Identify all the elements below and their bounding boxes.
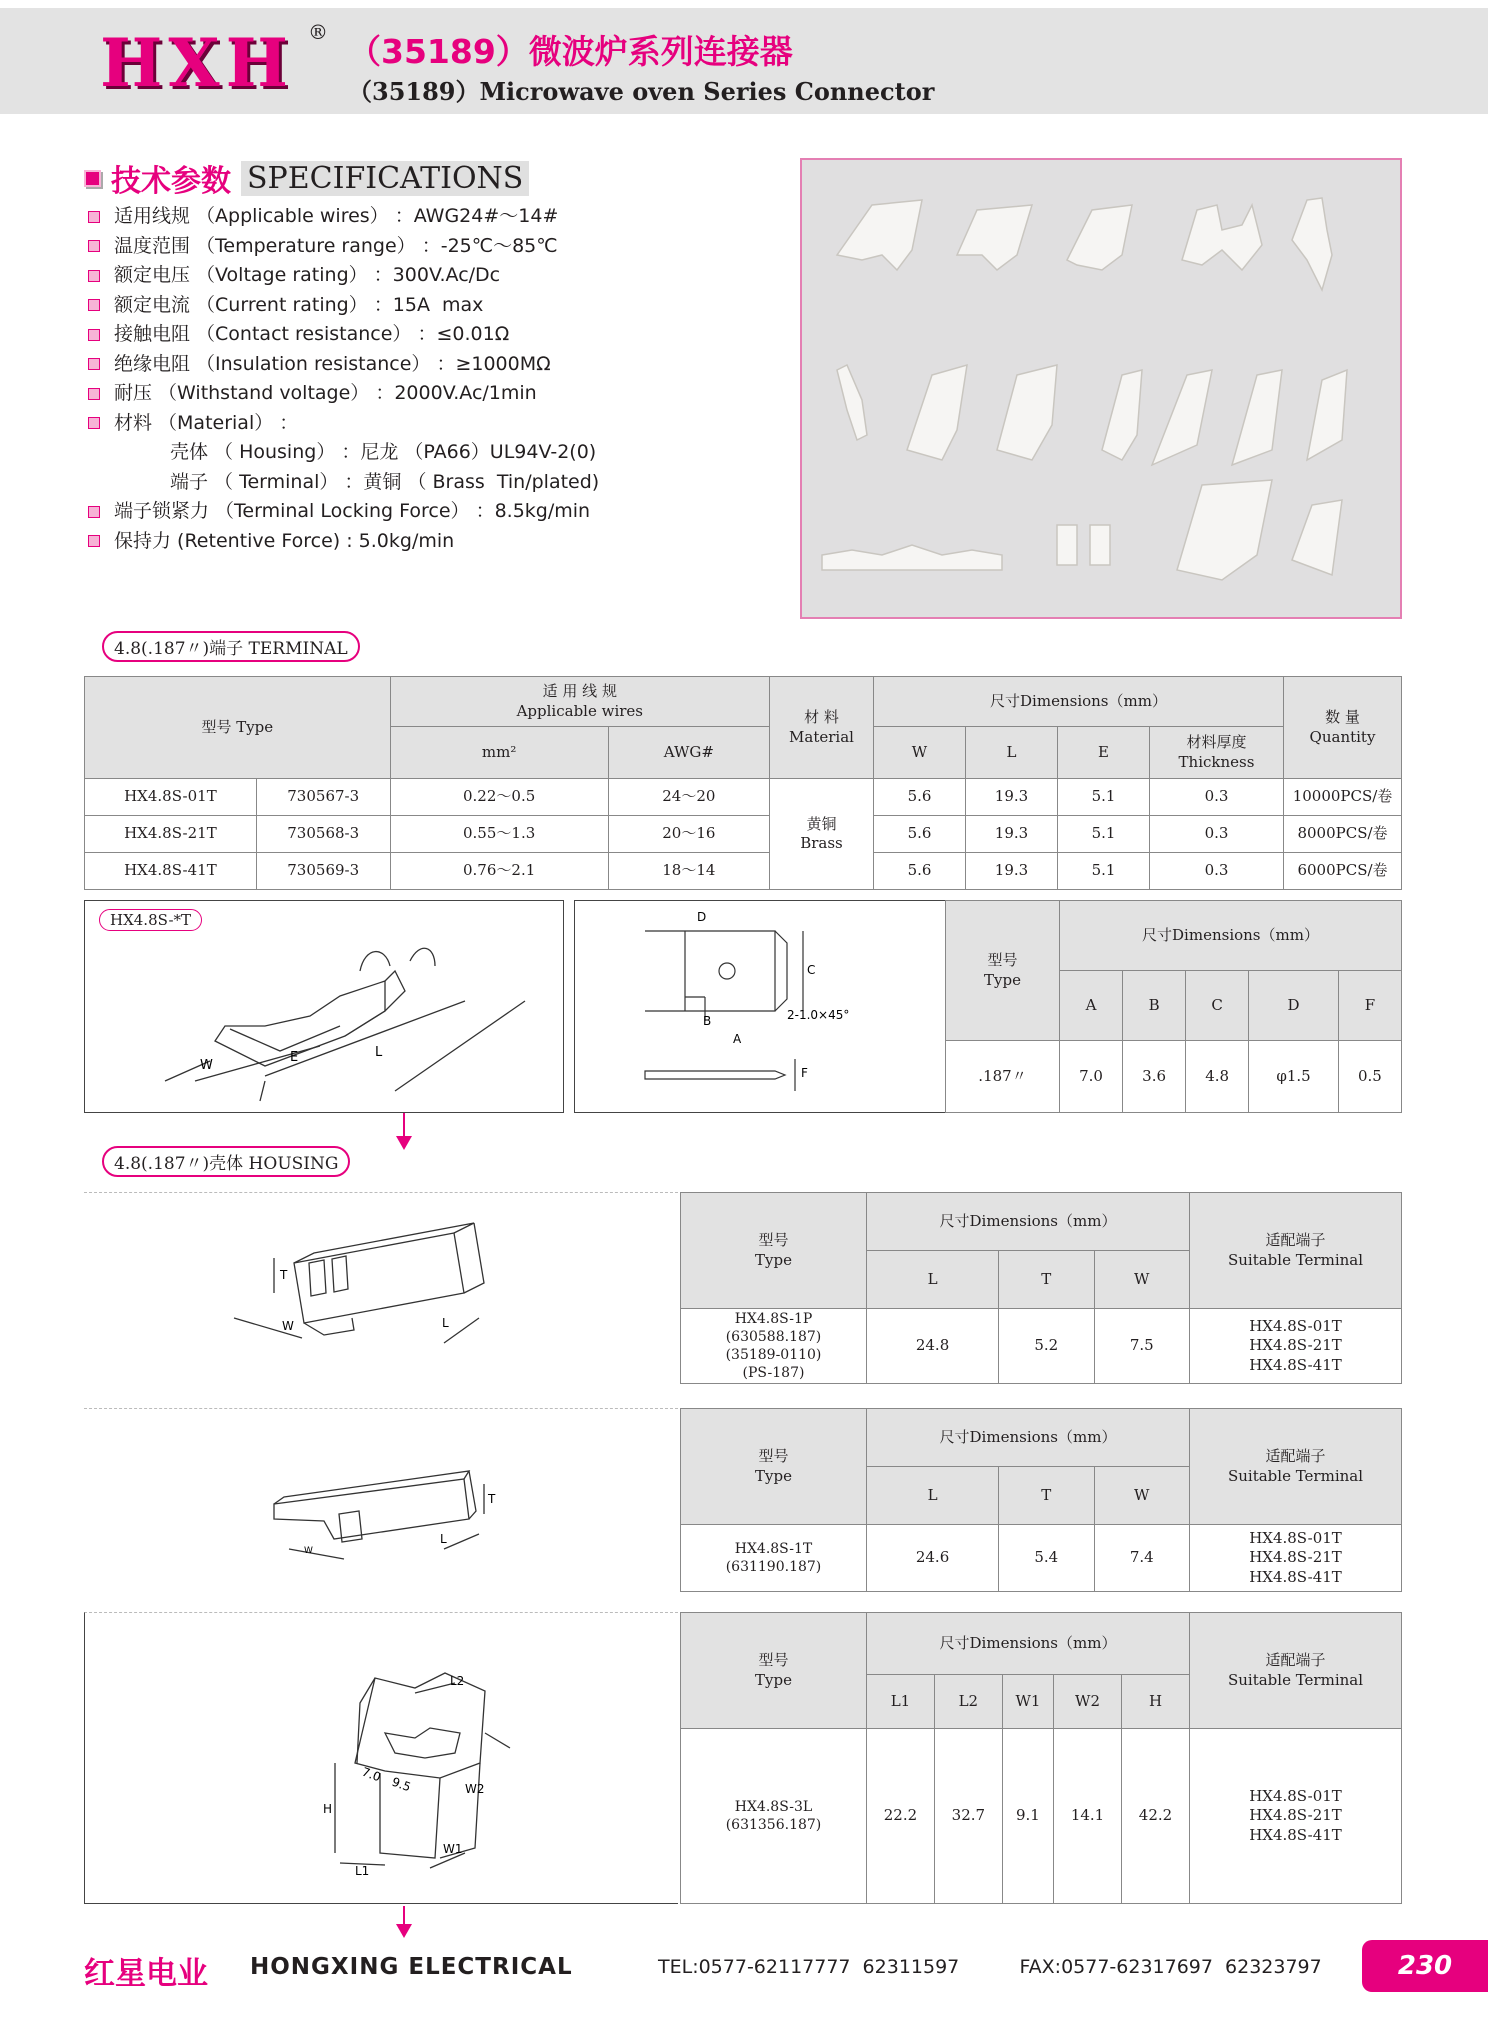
dim-d: D bbox=[697, 910, 707, 924]
spec-subitem bbox=[88, 438, 599, 468]
thickness-en: Thickness bbox=[1178, 752, 1255, 771]
bullet-icon bbox=[88, 417, 100, 429]
spec-text: 壳体 （ Housing） ：尼龙 （PA66）UL94V-2(0) bbox=[170, 441, 597, 463]
housing-type-cn: 型号 bbox=[758, 1231, 789, 1249]
material-value-en: Brass bbox=[800, 834, 843, 852]
fax: FAX:0577-62317697 62323797 bbox=[1019, 1956, 1322, 1978]
housing-col-dimensions: 尺寸Dimensions（mm） bbox=[867, 1193, 1190, 1251]
cell-code: 730569-3 bbox=[256, 853, 390, 890]
housing-col-l: L bbox=[867, 1251, 999, 1309]
registered-mark: ® bbox=[308, 20, 328, 44]
housing-type-en: Type bbox=[755, 1250, 792, 1269]
col-header-material bbox=[770, 677, 874, 779]
dim-9-5: 9.5 bbox=[389, 1774, 413, 1795]
dim-l: L bbox=[440, 1532, 447, 1546]
terminal-line: HX4.8S-01T bbox=[1249, 1528, 1342, 1547]
terminal-spec-table bbox=[84, 676, 1402, 890]
table-row bbox=[681, 1729, 1402, 1904]
housing-col-suitable bbox=[1190, 1613, 1402, 1729]
table-row bbox=[681, 1309, 1402, 1384]
cell-awg: 24～20 bbox=[608, 779, 769, 816]
cell-thickness: 0.3 bbox=[1150, 853, 1284, 890]
arrow-down-icon bbox=[396, 1136, 412, 1150]
housing-col-l1: L1 bbox=[867, 1675, 935, 1729]
spec-text: 额定电压 （Voltage rating） ：300V.Ac/Dc bbox=[114, 264, 501, 286]
cell-model: HX4.8S-41T bbox=[85, 853, 257, 890]
telephone: TEL:0577-62117777 62311597 bbox=[658, 1956, 960, 1978]
housing-type-en: Type bbox=[755, 1670, 792, 1689]
housing-cell-type bbox=[681, 1525, 867, 1592]
housing-cell-t: 5.2 bbox=[999, 1309, 1094, 1384]
terminal-line: HX4.8S-41T bbox=[1249, 1567, 1342, 1586]
col-header-mm2: mm² bbox=[390, 727, 608, 779]
housing-cell-h: 42.2 bbox=[1121, 1729, 1189, 1904]
dim-h: H bbox=[323, 1802, 333, 1816]
housing-col-suitable bbox=[1190, 1193, 1402, 1309]
page-title-en: （35189）Microwave oven Series Connector bbox=[348, 77, 935, 106]
type-line: (PS-187) bbox=[742, 1365, 805, 1382]
cell-w: 5.6 bbox=[874, 853, 966, 890]
dim-b: B bbox=[703, 1014, 712, 1028]
suitable-en: Suitable Terminal bbox=[1227, 1250, 1364, 1269]
cell-code: 730568-3 bbox=[256, 816, 390, 853]
wires-en: Applicable wires bbox=[516, 701, 643, 720]
cell-l: 19.3 bbox=[966, 853, 1058, 890]
spec-text: 端子锁紧力 （Terminal Locking Force） ：8.5kg/min bbox=[114, 500, 591, 522]
cell-model: HX4.8S-01T bbox=[85, 779, 257, 816]
housing-col-w: W bbox=[1094, 1251, 1189, 1309]
spec-text: 额定电流 （Current rating） ：15A max bbox=[114, 293, 484, 316]
dim-c: C bbox=[807, 963, 816, 977]
material-value-cn: 黄铜 bbox=[806, 814, 837, 833]
table-row bbox=[946, 1041, 1402, 1113]
dim-t: T bbox=[280, 1268, 288, 1282]
cell-model: HX4.8S-21T bbox=[85, 816, 257, 853]
bullet-icon bbox=[88, 299, 100, 311]
col-header-quantity bbox=[1284, 677, 1402, 779]
cell-e: 5.1 bbox=[1058, 779, 1150, 816]
dim-w: W bbox=[304, 1546, 313, 1556]
spec-item bbox=[88, 232, 599, 262]
type-line: HX4.8S-3L bbox=[734, 1798, 813, 1815]
housing-col-dimensions: 尺寸Dimensions（mm） bbox=[867, 1613, 1190, 1675]
housing-cell-terminals bbox=[1190, 1309, 1402, 1384]
col-header-w: W bbox=[874, 727, 966, 779]
bullet-icon bbox=[88, 270, 100, 282]
spec-item bbox=[88, 379, 599, 409]
housing-cell-l: 24.6 bbox=[867, 1525, 999, 1592]
tab-cell-c: 4.8 bbox=[1186, 1041, 1249, 1113]
col-header-dimensions: 尺寸Dimensions（mm） bbox=[874, 677, 1284, 727]
housing-cell-type bbox=[681, 1729, 867, 1904]
housing-col-w2: W2 bbox=[1054, 1675, 1122, 1729]
spec-item bbox=[88, 527, 599, 557]
housing-col-l: L bbox=[867, 1467, 999, 1525]
tab-col-d: D bbox=[1249, 971, 1339, 1041]
housing-cell-w1: 9.1 bbox=[1002, 1729, 1053, 1904]
tab-col-f: F bbox=[1338, 971, 1401, 1041]
spec-item bbox=[88, 320, 599, 350]
company-name-cn: 红星电业 bbox=[84, 1956, 208, 1992]
dim-l2: L2 bbox=[450, 1674, 465, 1688]
housing-cell-type bbox=[681, 1309, 867, 1384]
cell-mm2: 0.55～1.3 bbox=[390, 816, 608, 853]
suitable-cn: 适配端子 bbox=[1265, 1231, 1326, 1249]
table-row bbox=[681, 1525, 1402, 1592]
cell-awg: 20～16 bbox=[608, 816, 769, 853]
spec-subitem bbox=[88, 468, 599, 498]
terminal-drawing bbox=[85, 901, 561, 1110]
housing-col-t: T bbox=[999, 1251, 1094, 1309]
tab-dimension-box bbox=[574, 900, 1402, 1113]
tab-col-c: C bbox=[1186, 971, 1249, 1041]
terminal-line: HX4.8S-01T bbox=[1249, 1316, 1342, 1335]
cell-mm2: 0.76～2.1 bbox=[390, 853, 608, 890]
housing-col-type bbox=[681, 1193, 867, 1309]
dim-l: L bbox=[375, 1045, 383, 1060]
page-title-cn: （35189）微波炉系列连接器 bbox=[348, 32, 793, 71]
suitable-en: Suitable Terminal bbox=[1227, 1670, 1364, 1689]
cell-l: 19.3 bbox=[966, 779, 1058, 816]
tab-col-dimensions: 尺寸Dimensions（mm） bbox=[1060, 901, 1402, 971]
dim-f: F bbox=[801, 1066, 808, 1080]
housing-section-label: 4.8(.187〃)壳体 HOUSING bbox=[102, 1146, 350, 1177]
product-photo bbox=[800, 158, 1402, 619]
tab-type-cn: 型号 bbox=[987, 951, 1018, 969]
bullet-icon bbox=[88, 329, 100, 341]
bullet-icon bbox=[88, 358, 100, 370]
col-header-thickness bbox=[1150, 727, 1284, 779]
type-line: HX4.8S-1T bbox=[734, 1540, 813, 1557]
housing-drawing-3 bbox=[84, 1612, 678, 1904]
cell-mm2: 0.22～0.5 bbox=[390, 779, 608, 816]
bullet-icon bbox=[88, 388, 100, 400]
type-line: (35189-0110) bbox=[725, 1347, 822, 1363]
housing-cell-terminals bbox=[1190, 1729, 1402, 1904]
dim-w1: W1 bbox=[443, 1842, 463, 1856]
cell-qty: 8000PCS/卷 bbox=[1284, 816, 1402, 853]
spec-item bbox=[88, 409, 599, 439]
spec-item bbox=[88, 261, 599, 291]
table-row bbox=[85, 779, 1402, 816]
terminal-drawing-label: HX4.8S-*T bbox=[99, 909, 202, 931]
type-line: HX4.8S-1P bbox=[734, 1310, 813, 1327]
bullet-icon bbox=[88, 240, 100, 252]
housing-drawing-1 bbox=[84, 1192, 678, 1384]
col-header-wires bbox=[390, 677, 769, 727]
housing-1t-drawing bbox=[84, 1409, 678, 1591]
arrow-down-icon bbox=[396, 1924, 412, 1938]
tab-drawing bbox=[575, 901, 947, 1110]
dim-w: W bbox=[282, 1319, 294, 1333]
housing-cell-t: 5.4 bbox=[999, 1525, 1094, 1592]
housing-col-type bbox=[681, 1409, 867, 1525]
tab-col-a: A bbox=[1060, 971, 1123, 1041]
housing-col-l2: L2 bbox=[934, 1675, 1002, 1729]
col-header-l: L bbox=[966, 727, 1058, 779]
housing-cell-terminals bbox=[1190, 1525, 1402, 1592]
terminal-line: HX4.8S-41T bbox=[1249, 1825, 1342, 1844]
bullet-square-icon bbox=[84, 170, 101, 187]
specifications-title-en: SPECIFICATIONS bbox=[241, 161, 529, 196]
col-header-awg: AWG# bbox=[608, 727, 769, 779]
tab-type-en: Type bbox=[984, 970, 1021, 989]
tab-cell-a: 7.0 bbox=[1060, 1041, 1123, 1113]
housing-cell-w: 7.4 bbox=[1094, 1525, 1189, 1592]
tab-col-b: B bbox=[1123, 971, 1186, 1041]
specifications-title-cn: 技术参数 bbox=[111, 164, 231, 199]
company-name-en: HONGXING ELECTRICAL bbox=[250, 1954, 573, 1980]
spec-text: 绝缘电阻 （Insulation resistance） ：≥1000MΩ bbox=[114, 352, 551, 375]
spec-text: 耐压 （Withstand voltage） ：2000V.Ac/1min bbox=[114, 382, 537, 404]
suitable-cn: 适配端子 bbox=[1265, 1447, 1326, 1465]
dim-w2: W2 bbox=[465, 1782, 485, 1796]
housing-col-w: W bbox=[1094, 1467, 1189, 1525]
housing-col-t: T bbox=[999, 1467, 1094, 1525]
dim-chamfer: 2-1.0×45° bbox=[787, 1008, 850, 1022]
terminal-line: HX4.8S-01T bbox=[1249, 1786, 1342, 1805]
housing-col-suitable bbox=[1190, 1409, 1402, 1525]
housing-table-3 bbox=[680, 1612, 1402, 1904]
cell-l: 19.3 bbox=[966, 816, 1058, 853]
cell-thickness: 0.3 bbox=[1150, 816, 1284, 853]
dim-w: W bbox=[200, 1058, 213, 1073]
specifications-heading bbox=[84, 156, 529, 200]
connector-parts-illustration bbox=[802, 160, 1400, 617]
bullet-icon bbox=[88, 506, 100, 518]
tab-cell-d: φ1.5 bbox=[1249, 1041, 1339, 1113]
terminal-line: HX4.8S-21T bbox=[1249, 1548, 1342, 1567]
dim-a: A bbox=[733, 1032, 742, 1046]
tab-cell-b: 3.6 bbox=[1123, 1041, 1186, 1113]
type-line: (631356.187) bbox=[725, 1817, 822, 1833]
cell-material bbox=[770, 779, 874, 890]
cell-awg: 18～14 bbox=[608, 853, 769, 890]
spec-text: 端子 （ Terminal） ：黄铜 （ Brass Tin/plated) bbox=[170, 470, 600, 493]
dim-t: T bbox=[488, 1492, 496, 1506]
terminal-line: HX4.8S-41T bbox=[1249, 1355, 1342, 1374]
page-number: 230 bbox=[1362, 1940, 1488, 1992]
bullet-icon bbox=[88, 535, 100, 547]
bullet-icon bbox=[88, 211, 100, 223]
col-header-type: 型号 Type bbox=[85, 677, 391, 779]
housing-col-type bbox=[681, 1613, 867, 1729]
qty-en: Quantity bbox=[1309, 727, 1376, 746]
spec-text: 温度范围 （Temperature range） ：-25℃～85℃ bbox=[114, 234, 558, 257]
brand-logo: HXH bbox=[100, 24, 294, 102]
housing-drawing-2 bbox=[84, 1408, 678, 1592]
contact-info bbox=[658, 1956, 1322, 1978]
spec-text: 接触电阻 （Contact resistance） ：≤0.01Ω bbox=[114, 323, 510, 345]
housing-col-w1: W1 bbox=[1002, 1675, 1053, 1729]
housing-cell-l1: 22.2 bbox=[867, 1729, 935, 1904]
cell-w: 5.6 bbox=[874, 816, 966, 853]
housing-cell-w: 7.5 bbox=[1094, 1309, 1189, 1384]
housing-cell-w2: 14.1 bbox=[1054, 1729, 1122, 1904]
housing-3l-drawing bbox=[85, 1613, 679, 1903]
col-header-e: E bbox=[1058, 727, 1150, 779]
table-row bbox=[85, 853, 1402, 890]
spec-text: 适用线规 （Applicable wires） ：AWG24#～14# bbox=[114, 205, 559, 227]
housing-1p-drawing bbox=[84, 1193, 678, 1383]
spec-item bbox=[88, 497, 599, 527]
cell-w: 5.6 bbox=[874, 779, 966, 816]
housing-type-cn: 型号 bbox=[758, 1651, 789, 1669]
cell-code: 730567-3 bbox=[256, 779, 390, 816]
material-cn: 材 料 bbox=[804, 708, 839, 726]
terminal-section-label: 4.8(.187〃)端子 TERMINAL bbox=[102, 631, 360, 662]
tab-dimension-table bbox=[945, 900, 1402, 1113]
cell-thickness: 0.3 bbox=[1150, 779, 1284, 816]
spec-text: 保持力 (Retentive Force) : 5.0kg/min bbox=[114, 529, 455, 552]
housing-table-2 bbox=[680, 1408, 1402, 1592]
cell-e: 5.1 bbox=[1058, 816, 1150, 853]
qty-cn: 数 量 bbox=[1325, 708, 1360, 726]
cell-e: 5.1 bbox=[1058, 853, 1150, 890]
housing-table-1 bbox=[680, 1192, 1402, 1384]
spec-item bbox=[88, 350, 599, 380]
wires-cn: 适 用 线 规 bbox=[542, 682, 617, 700]
material-en: Material bbox=[789, 727, 854, 746]
housing-col-h: H bbox=[1121, 1675, 1189, 1729]
specifications-list bbox=[88, 202, 599, 556]
dim-7: 7.0 bbox=[359, 1764, 383, 1785]
terminal-line: HX4.8S-21T bbox=[1249, 1336, 1342, 1355]
suitable-cn: 适配端子 bbox=[1265, 1651, 1326, 1669]
dim-l1: L1 bbox=[355, 1864, 370, 1878]
tab-col-type bbox=[946, 901, 1060, 1041]
spec-item bbox=[88, 202, 599, 232]
tab-cell-type: .187〃 bbox=[946, 1041, 1060, 1113]
suitable-en: Suitable Terminal bbox=[1227, 1466, 1364, 1485]
terminal-line: HX4.8S-21T bbox=[1249, 1806, 1342, 1825]
spec-item bbox=[88, 291, 599, 321]
housing-type-en: Type bbox=[755, 1466, 792, 1485]
table-row bbox=[85, 816, 1402, 853]
thickness-cn: 材料厚度 bbox=[1186, 733, 1247, 751]
dim-e: E bbox=[290, 1050, 299, 1065]
housing-col-dimensions: 尺寸Dimensions（mm） bbox=[867, 1409, 1190, 1467]
type-line: (630588.187) bbox=[725, 1328, 822, 1345]
housing-cell-l2: 32.7 bbox=[934, 1729, 1002, 1904]
type-line: (631190.187) bbox=[725, 1559, 822, 1575]
cell-qty: 6000PCS/卷 bbox=[1284, 853, 1402, 890]
dim-l: L bbox=[442, 1316, 449, 1330]
cell-qty: 10000PCS/卷 bbox=[1284, 779, 1402, 816]
terminal-drawing-box bbox=[84, 900, 564, 1113]
housing-cell-l: 24.8 bbox=[867, 1309, 999, 1384]
housing-type-cn: 型号 bbox=[758, 1447, 789, 1465]
spec-text: 材料 （Material） ： bbox=[114, 411, 299, 434]
tab-cell-f: 0.5 bbox=[1338, 1041, 1401, 1113]
